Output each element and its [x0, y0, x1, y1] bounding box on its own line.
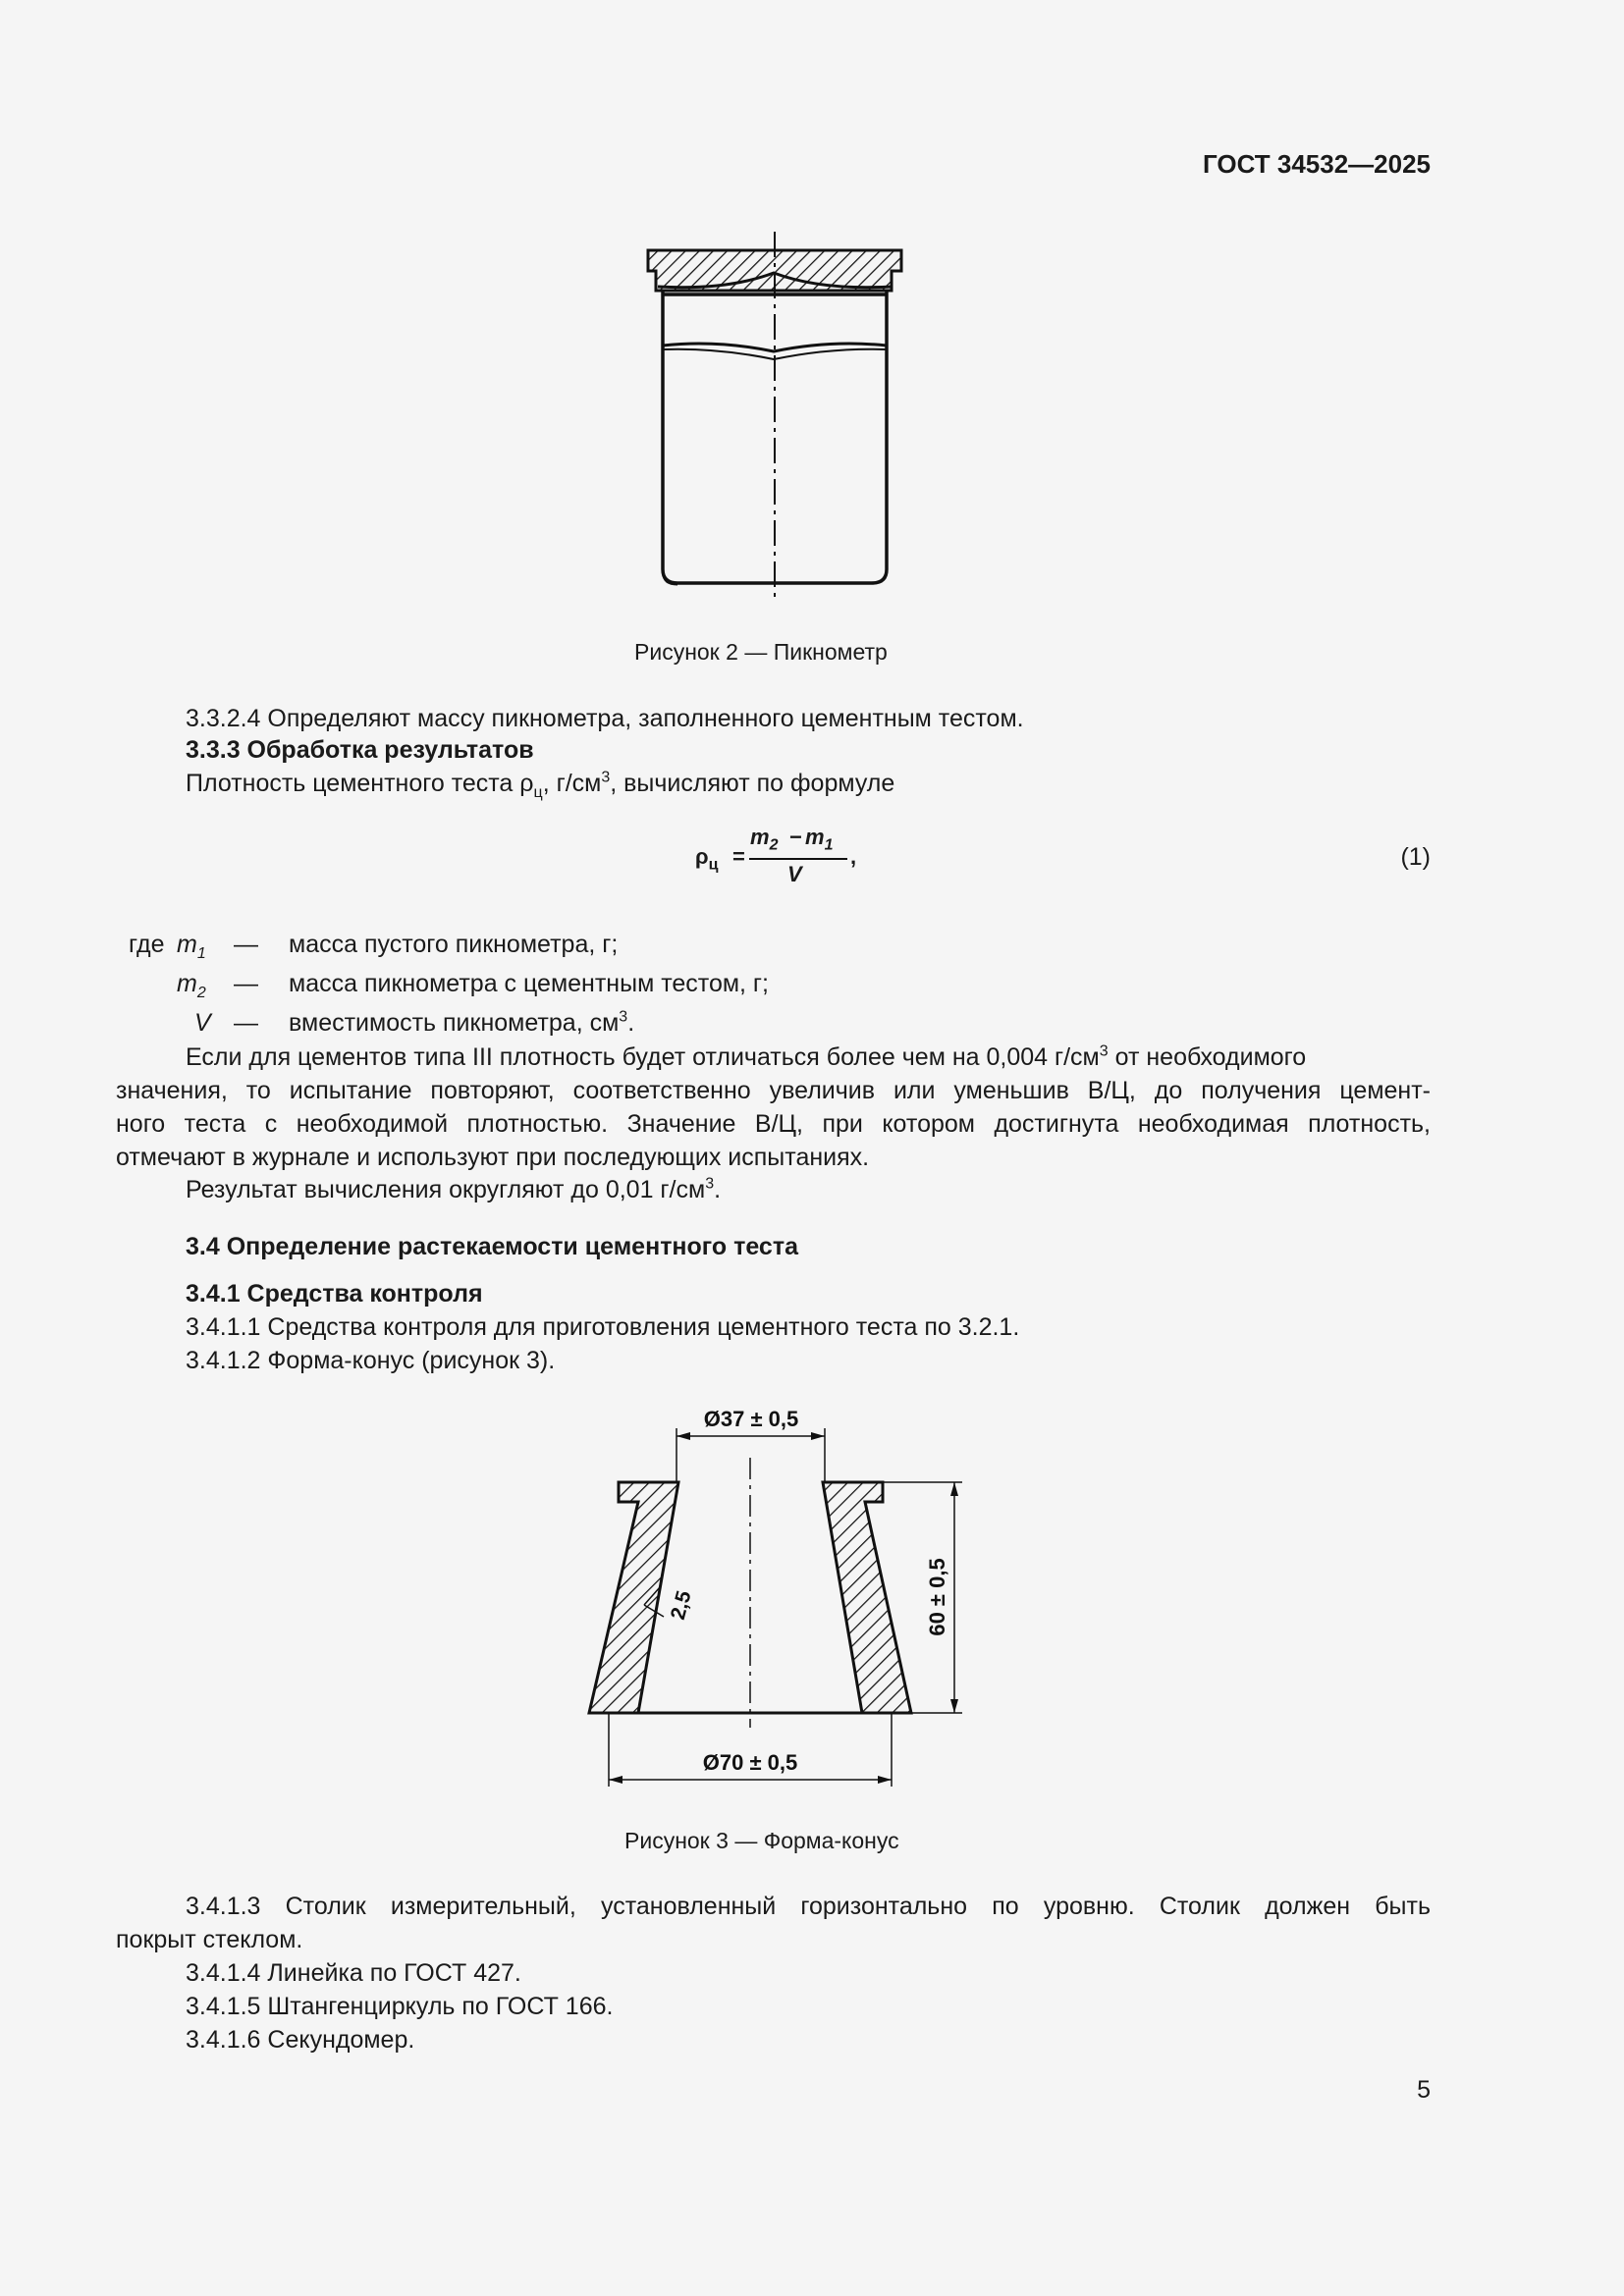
paragraph-3-3-2-4: 3.3.2.4 Определяют массу пикнометра, заполненного цементным тестом.	[186, 705, 1024, 732]
paragraph-3-4-1-5: 3.4.1.5 Штангенциркуль по ГОСТ 166.	[186, 1993, 614, 2020]
para-type3-line2: значения, то испытание повторяют, соответственно увеличив или уменьшив В/Ц, до получения цемент-	[116, 1077, 1431, 1104]
where-symbol-m2: $m_2$	[177, 970, 206, 1001]
fraction-bar	[749, 858, 847, 860]
where-symbol-v: V	[194, 1009, 211, 1037]
paragraph-3-4-1-4: 3.4.1.4 Линейка по ГОСТ 427.	[186, 1959, 521, 1987]
paragraph-3-4-1-1: 3.4.1.1 Средства контроля для приготовления цементного теста по 3.2.1.	[186, 1313, 1020, 1341]
where-text-m2: масса пикнометра с цементным тестом, г;	[289, 970, 769, 997]
figure-2-caption: Рисунок 2 — Пикнометр	[634, 639, 888, 665]
paragraph-3-4-1-3-line1: 3.4.1.3 Столик измерительный, установленный горизонтально по уровню. Столик должен быть	[186, 1893, 1431, 1920]
figure-3-caption: Рисунок 3 — Форма-конус	[624, 1828, 899, 1853]
para-type3-line4: отмечают в журнале и используют при последующих испытаниях.	[116, 1144, 870, 1171]
dim-wall-thickness: 2,5	[666, 1588, 696, 1623]
dim-top-diameter: Ø37 ± 0,5	[703, 1407, 799, 1431]
where-text-m1: масса пустого пикнометра, г;	[289, 931, 619, 958]
formula-number: (1)	[1400, 843, 1431, 871]
paragraph-3-4-1-2: 3.4.1.2 Форма-конус (рисунок 3).	[186, 1347, 556, 1374]
dim-height: 60 ± 0,5	[925, 1558, 949, 1636]
document-code: ГОСТ 34532—2025	[1203, 149, 1431, 179]
heading-3-4-1: 3.4.1 Средства контроля	[186, 1280, 483, 1308]
where-text-v: вместимость пикнометра, $см^3$.	[289, 1008, 635, 1037]
where-dash: —	[234, 931, 258, 958]
paragraph-3-4-1-3-line2: покрыт стеклом.	[116, 1926, 303, 1953]
cone-mould-drawing	[579, 1399, 992, 1801]
page-number: 5	[1417, 2076, 1431, 2104]
dim-bottom-diameter: Ø70 ± 0,5	[702, 1750, 798, 1775]
heading-3-4: 3.4 Определение растекаемости цементного теста	[186, 1233, 798, 1260]
para-type3-line3: ного теста с необходимой плотностью. Значение В/Ц, при котором достигнута необходимая плотность,	[116, 1110, 1431, 1138]
pycnometer-drawing	[628, 224, 913, 607]
heading-3-3-3: 3.3.3 Обработка результатов	[186, 736, 534, 764]
paragraph-3-4-1-6: 3.4.1.6 Секундомер.	[186, 2026, 415, 2054]
where-dash: —	[234, 970, 258, 997]
where-word: где	[129, 931, 165, 958]
where-dash: —	[234, 1009, 258, 1037]
para-type3-line1: Если для цементов типа III плотность будет отличаться более чем на 0,004 $г/см^3$ от необходимого	[186, 1042, 1307, 1071]
formula-1: $\rho_ц$ = $m_2$ − $m_1$ V ,	[695, 825, 857, 886]
where-symbol-m1: $m_1$	[177, 931, 206, 962]
rounding-sentence: Результат вычисления округляют до 0,01 $г/см^3$.	[186, 1175, 722, 1203]
density-intro: Плотность цементного теста $\rho_ц$, $г/см^3$, вычисляют по формуле	[186, 769, 895, 801]
